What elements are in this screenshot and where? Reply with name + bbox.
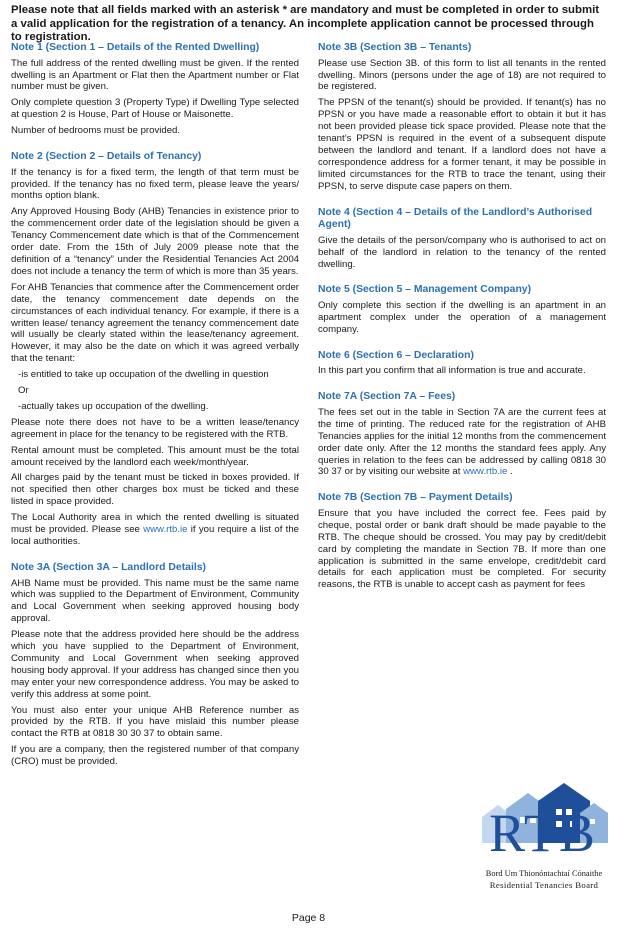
note-3b-p2: The PPSN of the tenant(s) should be provided. If tenant(s) has no PPSN or you have made a reasonable effort to obtain it but it has not been provided please tick space provided. Please note that the tenant’s PPSN is required in the event of a subsequent dispute between the landlord and tenant. If a landlord does not have a correspondence address for a former tenant, it may be possible in limited circumstances for the RTB to trace the tenant, using their PPSN, to serve dispute case papers on them. <box>318 97 606 192</box>
note-7a-p1-end: . <box>507 466 513 478</box>
note-6 <box>318 350 606 378</box>
note-2-title: Note 2 (Section 2 – Details of Tenancy) <box>11 151 202 163</box>
note-4-title: Note 4 (Section 4 – Details of the Landlord’s Authorised Agent) <box>318 206 593 231</box>
intro-notice: Please note that all fields marked with an asterisk * are mandatory and must be completed in order to submit a valid application for the registration of a tenancy. An incomplete application cannot be processed through to registration. <box>11 4 600 44</box>
note-2-p6: -actually takes up occupation of the dwelling. <box>18 400 209 412</box>
note-1-p1: The full address of the rented dwelling must be given. If the rented dwelling is an Apartment or Flat then the Apartment number or Flat number must be given. <box>11 57 299 93</box>
note-7a <box>318 391 606 478</box>
left-column <box>11 42 299 782</box>
note-2-p5: Or <box>18 385 29 397</box>
note-4-p1: Give the details of the person/company who is authorised to act on behalf of the landlord in relation to the tenancy of the rented dwelling. <box>318 234 606 270</box>
logo-letters: RTB <box>489 803 597 863</box>
note-7b <box>318 492 606 591</box>
note-7a-title: Note 7A (Section 7A – Fees) <box>318 391 456 403</box>
note-7a-p1 <box>318 407 606 478</box>
note-5-title: Note 5 (Section 5 – Management Company) <box>318 284 532 296</box>
note-2-p1: If the tenancy is for a fixed term, the length of that term must be provided. If the tenancy has no fixed term, please leave the years/ months option blank. <box>11 166 299 202</box>
note-5 <box>318 284 606 335</box>
note-1-p3: Number of bedrooms must be provided. <box>11 125 181 137</box>
note-3b-p1: Please use Section 3B. of this form to list all tenants in the rented dwelling. Minors (persons under the age of 18) are not required to be registered. <box>318 57 606 93</box>
note-2-p10-text: The Local Authority area in which the rented dwelling is situated must be provided. Please see <box>11 512 299 536</box>
note-2-p8: Rental amount must be completed. This amount must be the total amount received by the landlord each week/month/year. <box>11 444 299 468</box>
note-3a-title: Note 3A (Section 3A – Landlord Details) <box>11 561 206 573</box>
note-1-p2: Only complete question 3 (Property Type) if Dwelling Type selected at question 2 is House, Part of House or Maisonette. <box>11 97 299 121</box>
note-3a-p3: You must also enter your unique AHB Reference number as provided by the RTB. If you have mislaid this number please contact the RTB at 0818 30 30 37 to obtain same. <box>11 704 299 740</box>
logo-english-name: Residential Tenancies Board <box>489 880 599 890</box>
note-6-title: Note 6 (Section 6 – Declaration) <box>318 349 474 361</box>
note-3b <box>318 42 606 193</box>
rtb-logo <box>476 783 610 901</box>
note-2-p7: Please note there does not have to be a written lease/tenancy agreement in place for the tenancy to be registered with the RTB. <box>11 416 299 440</box>
note-4 <box>318 207 606 271</box>
note-3a <box>11 562 299 768</box>
note-2-p9: All charges paid by the tenant must be ticked in boxes provided. If not specified then other charges box must be ticked and these listed in space provided. <box>11 472 299 508</box>
note-7b-p1: Ensure that you have included the correct fee. Fees paid by cheque, postal order or bank draft should be made payable to the RTB. The cheque should be crossed. You may pay by credit/debit card by completing the mandate in Section 7B. If more than one application is submitted in the same envelope, credit/debit card details for each application must be completed. For security reasons, the RTB is unable to accept cash as payment for fees <box>318 507 606 591</box>
note-3b-title: Note 3B (Section 3B – Tenants) <box>318 42 472 53</box>
rtb-website-link-fees[interactable]: www.rtb.ie <box>463 466 508 478</box>
logo-irish-name: Bord Um Thionóntachtaí Cónaithe <box>485 869 603 878</box>
note-7a-p1-text: The fees set out in the table in Section 7A are the current fees at the time of printing. The reduced rate for the registration of AHB Tenancies applies for the initial 12 months from the commencement order date only. After the 12 months the standard fees apply. Any queries in relation to the fees can be addressed by calling 0818 30 30 37 or by visiting our website at <box>318 406 606 478</box>
note-1-title: Note 1 (Section 1 – Details of the Rented Dwelling) <box>11 42 260 53</box>
note-2-p4: -is entitled to take up occupation of the dwelling in question <box>18 369 269 381</box>
right-column <box>318 42 606 605</box>
note-3a-p1: AHB Name must be provided. This name must be the same name which was supplied to the Department of Environment, Community and Local Government when seeking approved housing body approval. <box>11 577 299 625</box>
note-2-p10 <box>11 512 299 548</box>
note-3a-p2: Please note that the address provided here should be the address which you have supplied to the Department of Environment, Community and Local Government when seeking approved housing body approval. If your address has changed since then you may enter your new correspondence address. You may be asked to verify this address at some point. <box>11 629 299 700</box>
note-1 <box>11 42 299 137</box>
note-3a-p4: If you are a company, then the registered number of that company (CRO) must be provided. <box>11 744 299 768</box>
note-6-p1: In this part you confirm that all information is true and accurate. <box>318 365 586 377</box>
note-2 <box>11 151 299 548</box>
note-2-p2: Any Approved Housing Body (AHB) Tenancies in existence prior to the commencement order date of the legislation should be given a Tenancy Commencement date which is that of the Commencement order date. From the 15th of July 2009 please note that the definition of a “tenancy” under the Residential Tenancies Act 2004 does not include a tenancy the term of which is more than 35 years. <box>11 206 299 277</box>
note-5-p1: Only complete this section if the dwelling is an apartment in an apartment complex under the operation of a management company. <box>318 300 606 335</box>
page-number: Page 8 <box>291 912 326 924</box>
note-2-p10-end: if you require a list of the local authorities. <box>11 524 299 547</box>
rtb-website-link[interactable]: www.rtb.ie <box>143 524 188 536</box>
note-2-p3: For AHB Tenancies that commence after the Commencement order date, the tenancy commencement date depends on the circumstances of each individual tenancy. For example, if there is a written lease/ tenancy agreement the tenancy commencement date will usually be clearly stated within the lease/tenancy agreement. However, it may also be the date on which it was agreed verbally that the tenant: <box>11 281 299 365</box>
note-7b-title: Note 7B (Section 7B – Payment Details) <box>318 492 513 504</box>
